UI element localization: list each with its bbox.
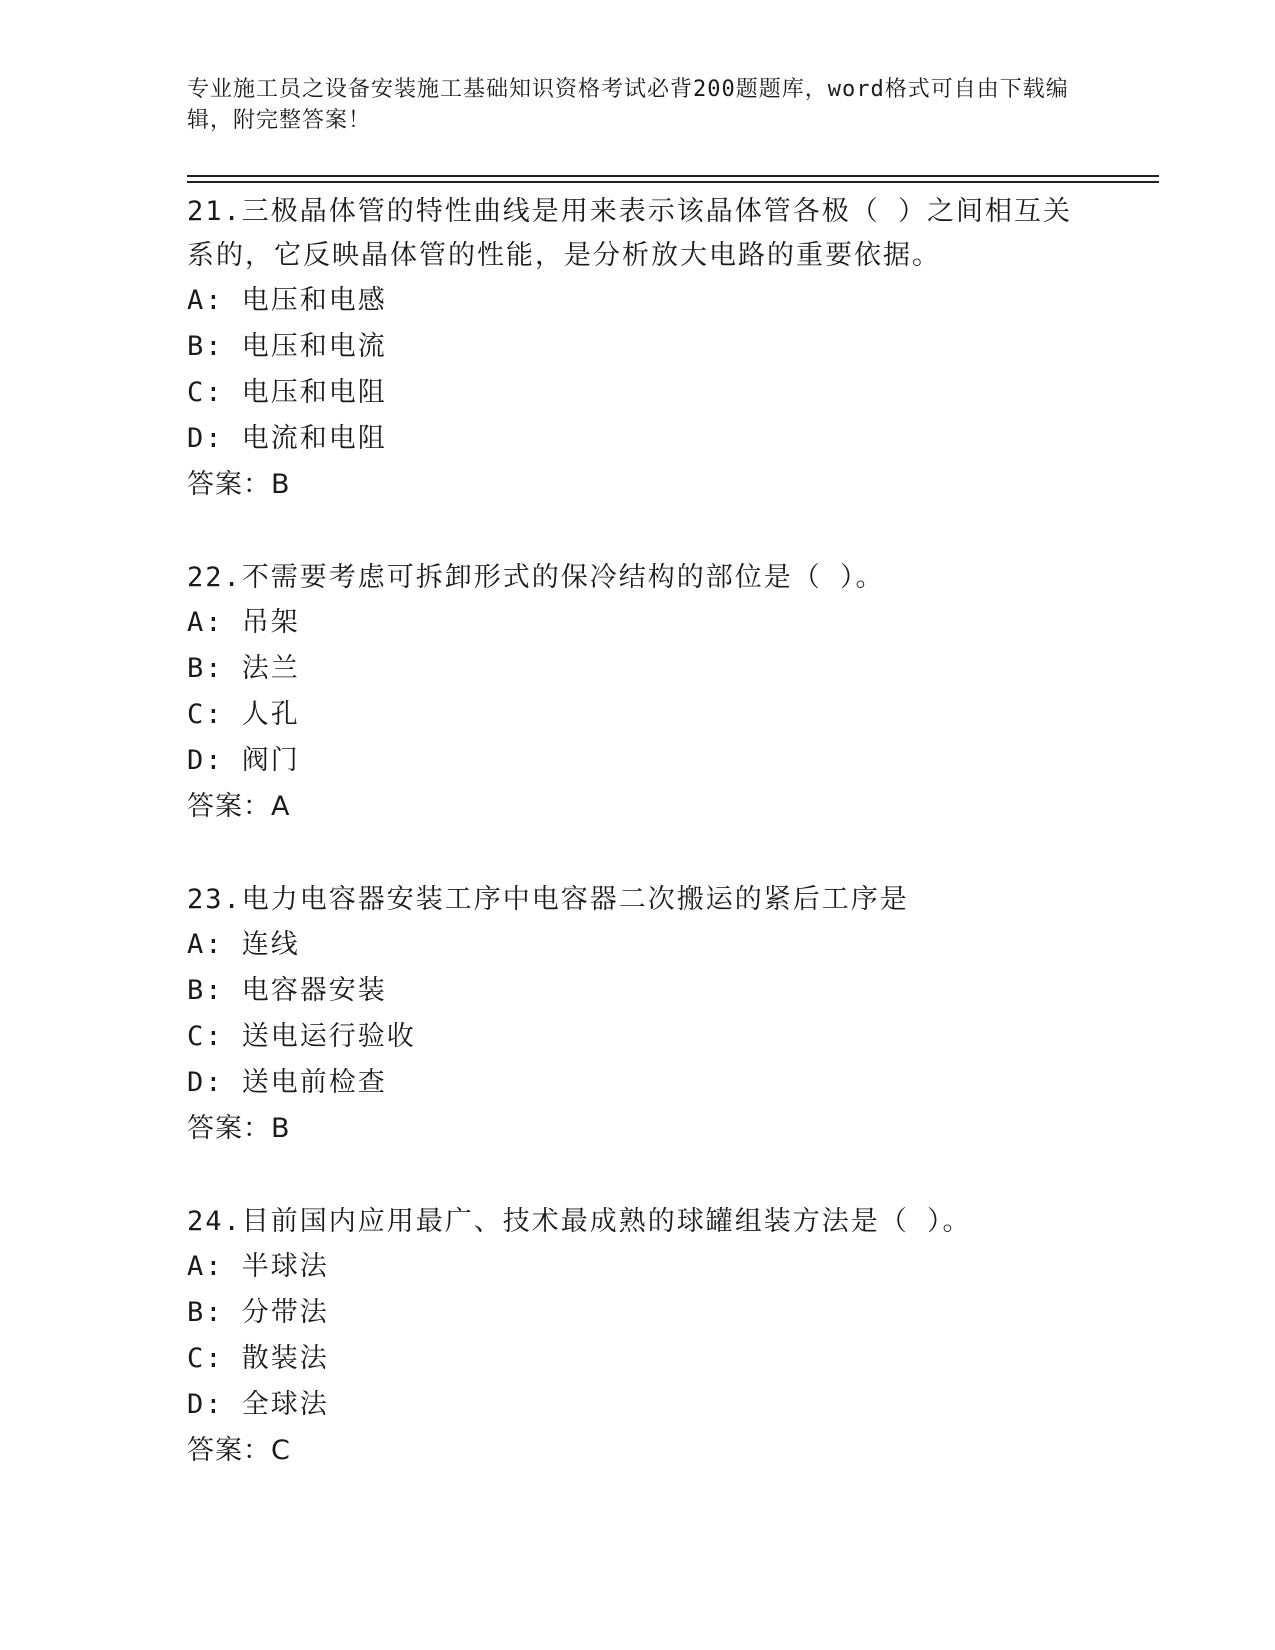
option-b: B: 法兰 (187, 653, 300, 684)
question-stem: 23.电力电容器安装工序中电容器二次搬运的紧后工序是 (187, 884, 909, 915)
option-d: D: 阀门 (187, 745, 300, 776)
question-23 (187, 878, 1087, 1152)
option-c: C: 人孔 (187, 699, 300, 730)
option-a: A: 半球法 (187, 1251, 329, 1282)
option-c: C: 电压和电阻 (187, 377, 387, 408)
answer-line: 答案：A (187, 791, 291, 822)
question-stem: 22.不需要考虑可拆卸形式的保冷结构的部位是（ ）。 (187, 562, 885, 593)
header-rule-bottom (187, 181, 1159, 183)
option-c: C: 散装法 (187, 1343, 329, 1374)
question-list (187, 190, 1087, 1522)
option-d: D: 全球法 (187, 1389, 329, 1420)
answer-line: 答案：B (187, 469, 291, 500)
option-b: B: 分带法 (187, 1297, 329, 1328)
header-rule-top (187, 175, 1159, 177)
answer-line: 答案：B (187, 1113, 291, 1144)
question-stem: 24.目前国内应用最广、技术最成熟的球罐组装方法是（ ）。 (187, 1206, 972, 1237)
option-d: D: 送电前检查 (187, 1067, 387, 1098)
option-a: A: 吊架 (187, 607, 300, 638)
question-24 (187, 1200, 1087, 1474)
question-22 (187, 556, 1087, 830)
option-d: D: 电流和电阻 (187, 423, 387, 454)
question-21 (187, 190, 1087, 508)
option-a: A: 电压和电感 (187, 285, 387, 316)
question-stem: 21.三极晶体管的特性曲线是用来表示该晶体管各极（ ）之间相互关系的，它反映晶体管的性能，是分析放大电路的重要依据。 (187, 196, 1073, 271)
option-c: C: 送电运行验收 (187, 1021, 416, 1052)
option-b: B: 电压和电流 (187, 331, 387, 362)
document-header-note: 专业施工员之设备安装施工基础知识资格考试必背200题题库，word格式可自由下载编辑，附完整答案！ (187, 77, 1069, 133)
option-a: A: 连线 (187, 929, 300, 960)
answer-line: 答案：C (187, 1435, 291, 1466)
option-b: B: 电容器安装 (187, 975, 387, 1006)
